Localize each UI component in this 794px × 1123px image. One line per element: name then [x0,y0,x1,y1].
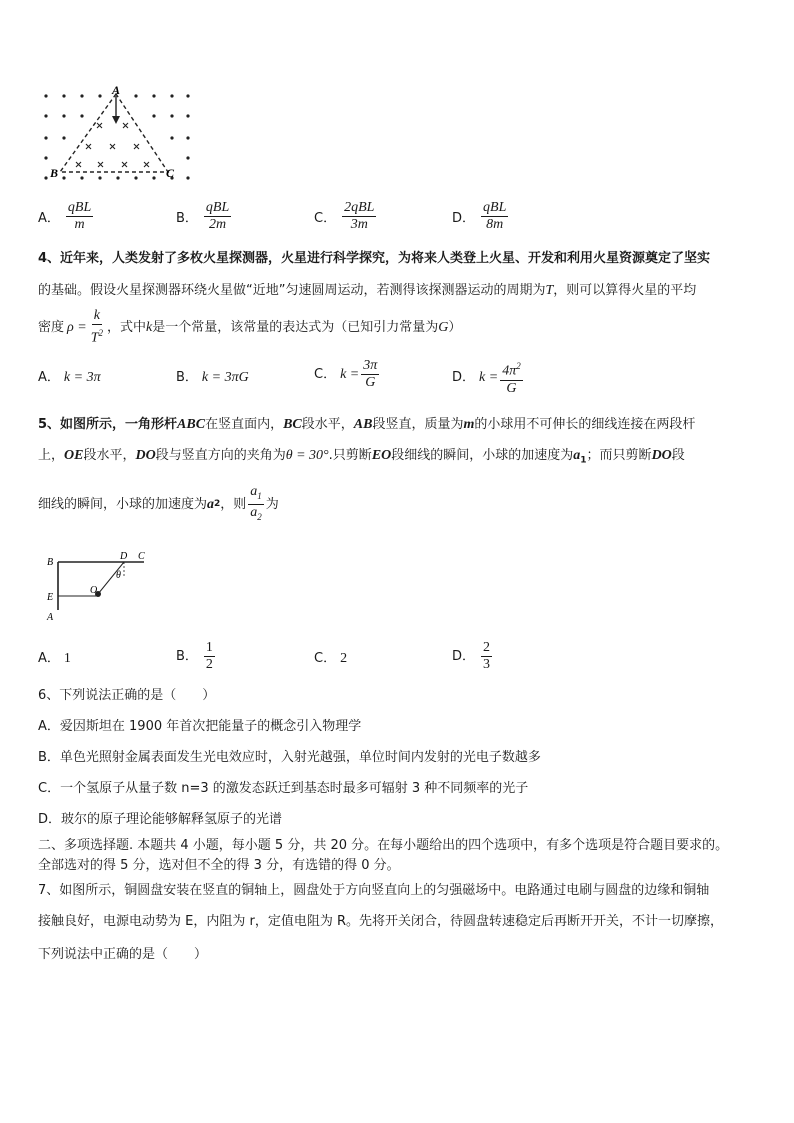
q4-option-c[interactable]: C． k = $\frac{3\pi}{G}$ [314,358,378,390]
frac-den: 8m [486,217,504,232]
triangle-abc [60,94,168,172]
q3-option-c[interactable] [314,200,378,233]
q5-option-a[interactable]: A． 1 [38,651,71,666]
option-label: C． [314,211,337,226]
q6-option-a[interactable]: A．爱因斯坦在 1900 年首次把能量子的概念引入物理学 [38,719,362,734]
option-label: B． [176,211,198,226]
frac-num: qBL [205,200,230,215]
section2-heading-line2: 全部选对的得 5 分，选对但不全的得 3 分，有选错的得 0 分。 [38,858,400,873]
density-fraction: $\frac{k}{T^2}$ [90,308,103,346]
q5-stem-line1: 5、如图所示，一角形杆ABC在竖直面内，BC段水平，AB段竖直，质量为m的小球用不可伸长的细线连接在两段杆 [38,417,696,432]
label-b: B [47,557,54,568]
accel-ratio: $\frac{a_1}{a_2}$ [250,484,262,522]
frac-den: 3m [350,217,368,232]
vertex-c-label: C [166,166,175,180]
q7-stem-line2: 接触良好，电源电动势为 E，内阻为 r，定值电阻为 R。先将开关闭合，待圆盘转速稳定后再断开开关，不计一切摩擦， [38,914,723,929]
q3-option-b[interactable] [176,200,233,233]
label-o: O [90,585,98,596]
q4-option-b[interactable]: B． k = 3πG [176,370,249,385]
frac-num: 2qBL [344,200,375,215]
frac-den: m [74,217,85,232]
q6-option-b[interactable]: B．单色光照射金属表面发生光电效应时，入射光越强，单位时间内发射的光电子数越多 [38,750,541,765]
q3-option-d[interactable] [452,200,510,233]
q4-stem-line3: 密度 ρ = $\frac{k}{T^2}$ ，式中 k 是一个常量，该常量的表达式为（已知引力常量为 G ） [38,308,462,346]
q4-option-d[interactable]: D． k = $\frac{4\pi^2}{G}$ [452,358,525,397]
q5-stem-line2: 上，OE段水平，DO段与竖直方向的夹角为θ = 30°.只剪断EO段细线的瞬间，小球的加速度为$a_1$；而只剪断DO段 [38,448,685,466]
option-label: D． [452,211,476,226]
frac-num: qBL [483,200,507,215]
q4-stem-line1: 4、近年来，人类发射了多枚火星探测器，火星进行科学探究，为将来人类登上火星、开发和利用火星资源奠定了坚实 [38,251,711,266]
q5-option-c[interactable]: C． 2 [314,651,348,666]
q7-stem-line3: 下列说法中正确的是（ ） [38,947,208,962]
field-crosses [76,123,149,167]
q5-option-b[interactable]: B． $\frac{1}{2}$ [176,640,213,672]
q5-stem-line3: 细线的瞬间，小球的加速度为 a 2 ，则 $\frac{a_1}{a_2}$ 为 [38,484,279,525]
label-c: C [138,551,145,562]
label-e: E [47,592,54,603]
section2-heading-line1: 二、多项选择题. 本题共 4 小题，每小题 5 分，共 20 分。在每小题给出的四个选项中，有多个选项是符合题目要求的。 [38,838,729,853]
frac-den: 2m [209,217,227,232]
vertex-a-label: A [112,86,121,97]
frac-num: qBL [67,200,92,215]
q4-stem-line2: 的基础。假设火星探测器环绕火星做“近地”匀速圆周运动，若测得该探测器运动的周期为T，则可以算得火星的平均 [38,283,697,298]
q6-stem: 6、下列说法正确的是（ ） [38,688,216,703]
vertex-b-label: B [50,166,59,180]
q3-option-a[interactable] [38,200,95,233]
q4-option-a[interactable]: A． k = 3π [38,370,101,385]
q6-option-c[interactable]: C．一个氢原子从量子数 n=3 的激发态跃迁到基态时最多可辐射 3 种不同频率的光子 [38,781,529,796]
label-theta: θ [116,570,121,581]
q5-option-d[interactable]: D． $\frac{2}{3}$ [452,640,491,672]
q7-stem-line1: 7、如图所示，铜圆盘安装在竖直的铜轴上，圆盘处于方向竖直向上的匀强磁场中。电路通过电刷与圆盘的边缘和铜轴 [38,883,710,898]
q5-figure [44,548,154,624]
label-a: A [47,612,54,623]
q6-option-d[interactable]: D．玻尔的原子理论能够解释氢原子的光谱 [38,812,283,827]
label-d: D [120,551,128,562]
arrow-head [112,116,120,124]
q3-figure [38,86,198,182]
option-label: A． [38,211,60,226]
